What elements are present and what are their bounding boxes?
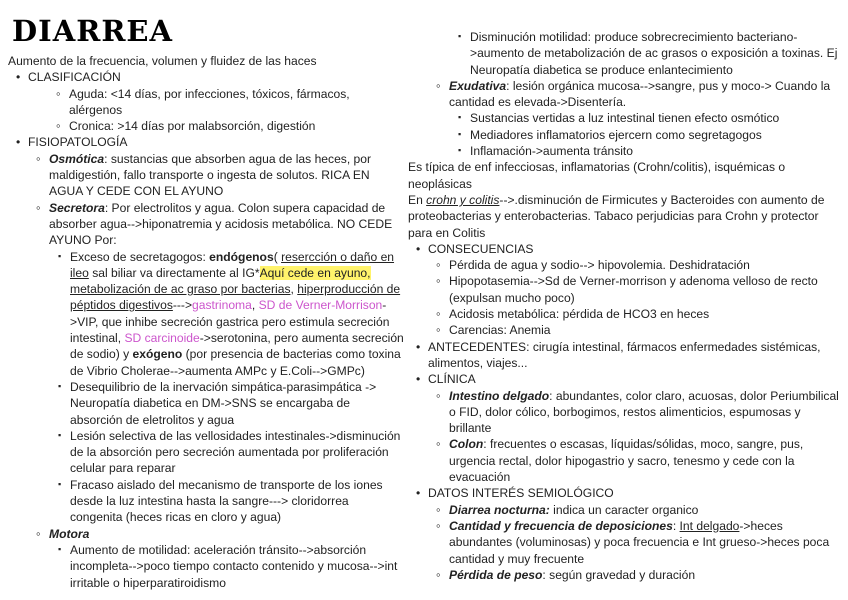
cantidad-text-1: : bbox=[672, 518, 680, 533]
list-item-cronica: ◦ Cronica: >14 días por malabsorción, digestión bbox=[28, 118, 404, 134]
secretora-term: Secretora bbox=[49, 200, 105, 215]
sd-carcinoide-text: SD carcinoide bbox=[124, 331, 200, 346]
list-item-disminucion-motilidad: ▪ Disminución motilidad: produce sobrecrecimiento bacteriano->aumento de metabolización de ac grasos o exposición a toxinas. Ej Neuropatía diabetica se produce enlantecimiento bbox=[408, 29, 844, 78]
reseccion-ileo-text: resercción o daño en ileo bbox=[70, 249, 395, 280]
datos-heading: DATOS INTERÉS SEMIOLÓGICO bbox=[428, 486, 614, 501]
endogenos-term: endógenos bbox=[209, 249, 274, 264]
intestino-delgado-text: : abundantes, color claro, acuosas, dolor Periumbilical o FID, dolor cólico, borbogimos, restos alimenticios, espumosas y brillante bbox=[449, 388, 839, 436]
clasificacion-heading: CLASIFICACIÓN bbox=[28, 70, 121, 85]
exceso-text-10: (por presencia de bacterias como toxina de Vibrio Cholerae-->aumenta AMPc y E.Coli-->GMPc) bbox=[70, 347, 401, 378]
list-item-fracaso: ▪ Fracaso aislado del mecanismo de transporte de los iones desde la luz intestina hasta la sangre---> cloridorrea congenita (heces ricas en cloro y agua) bbox=[8, 477, 404, 526]
list-item-intestino-delgado bbox=[408, 388, 844, 437]
secretora-text: : Por electrolitos y agua. Colon supera capacidad de absorber agua-->hiponatremia y acidosis metabólica. NO CEDE AYUNO Por: bbox=[49, 200, 393, 248]
list-item-clasificacion bbox=[8, 69, 404, 134]
list-item-antecedentes: • ANTECEDENTES: cirugía intestinal, fármacos enfermedades sistémicas, alimentos, viajes... bbox=[408, 339, 844, 372]
list-item-colon bbox=[408, 436, 844, 485]
crohn-paragraph bbox=[408, 192, 844, 241]
tipica-text: Es típica de enf infecciosas, inflamatorias (Crohn/colitis), isquémicas o neoplásicas bbox=[408, 160, 786, 191]
list-item-exudativa-2: ▪ Mediadores inflamatorios ejercern como segretagogos bbox=[408, 127, 844, 143]
list-item-aumento-motilidad: ▪ Aumento de motilidad: aceleración tránsito-->absorción incompleta-->poco tiempo contacto contenido y mucosa-->int irritable o hiperparatiroidismo bbox=[8, 542, 404, 591]
nocturna-term: Diarrea nocturna: bbox=[449, 502, 550, 517]
list-item-consecuencia-3: ◦ Acidosis metabólica: pérdida de HCO3 en heces bbox=[408, 306, 844, 322]
list-item-consecuencia-1: ◦ Pérdida de agua y sodio--> hipovolemia. Deshidratación bbox=[408, 257, 844, 273]
list-item-datos-interes bbox=[408, 485, 844, 583]
list-item-consecuencia-2: ◦ Hipopotasemia-->Sd de Verner-morrison y adenoma velloso de recto (expulsan mucho poco) bbox=[408, 273, 844, 306]
list-item-clinica bbox=[408, 371, 844, 485]
exogeno-term: exógeno bbox=[132, 347, 183, 362]
exceso-text-9: ->serotonina, pero aumenta secreción de sodio) y bbox=[70, 331, 404, 362]
exceso-text-7: , bbox=[251, 298, 259, 313]
right-column bbox=[408, 29, 844, 583]
fisiopatologia-heading: FISIOPATOLOGÍA bbox=[28, 135, 128, 150]
exceso-text-2: ( bbox=[273, 249, 282, 264]
osmotica-term: Osmótica bbox=[49, 151, 105, 166]
list-item-exudativa-3: ▪ Inflamación->aumenta tránsito bbox=[408, 143, 844, 159]
cantidad-text-2: ->heces abundantes (voluminosas) y poca frecuencia e Int grueso->heces poca cantidad y muy frecuente bbox=[449, 518, 830, 566]
motora-continued-list bbox=[408, 29, 844, 78]
intro-text: Aumento de la frecuencia, volumen y fluidez de las haces bbox=[8, 54, 317, 68]
page-title: DIARREA bbox=[12, 14, 174, 48]
exudativa-list bbox=[408, 78, 844, 159]
intestino-delgado-term: Intestino delgado bbox=[449, 388, 550, 403]
motora-term: Motora bbox=[49, 526, 90, 541]
list-item-aguda: ◦ Aguda: <14 días, por infecciones, tóxicos, fármacos, alérgenos bbox=[28, 86, 404, 119]
list-item-secretora bbox=[8, 200, 404, 526]
crohn-text: -->.disminución de Firmicutes y Bacteroides con aumento de proteobacterias y enterobacterias. Tabaco perjudicias para Crohn y protector para en Colitis bbox=[408, 192, 825, 240]
hiperproduccion-text: hiperproducción de péptidos digestivos bbox=[70, 282, 401, 313]
highlight-cede-ayuno: Aquí cede en ayuno, bbox=[259, 265, 371, 280]
nocturna-text: indica un caracter organico bbox=[549, 502, 699, 517]
osmotica-text: : sustancias que absorben agua de las heces, por maldigestión, fallo transporte o ingesta de solutos. RICA EN AGUA Y CEDE CON EL AYUNO bbox=[49, 151, 372, 199]
exceso-text-5: , bbox=[290, 282, 298, 297]
left-column bbox=[8, 0, 404, 591]
colon-term: Colon bbox=[449, 437, 484, 452]
list-item-consecuencia-4: ◦ Carencias: Anemia bbox=[408, 322, 844, 338]
exudativa-text: : lesión orgánica mucosa-->sangre, pus y moco-> Cuando la cantidad es elevada->Disentería. bbox=[449, 78, 831, 110]
list-item-osmotica bbox=[8, 151, 404, 200]
clinica-heading: CLÍNICA bbox=[428, 372, 476, 387]
list-item-consecuencias bbox=[408, 241, 844, 339]
consecuencias-heading: CONSECUENCIAS bbox=[428, 241, 534, 256]
crohn-term: crohn y colitis bbox=[426, 192, 500, 207]
exudativa-term: Exudativa bbox=[449, 78, 507, 93]
list-item-desequilibrio: ▪ Desequilibrio de la inervación simpática-parasimpática -> Neuropatía diabetica en DM->SNS se encargaba de absorción de eletrolitos y agua bbox=[8, 379, 404, 428]
list-item-exudativa-1: ▪ Sustancias vertidas a luz intestinal tienen efecto osmótico bbox=[408, 110, 844, 126]
list-item-motora bbox=[8, 526, 404, 591]
colon-text: : frecuentes o escasas, líquidas/sólidas, moco, sangre, pus, urgencia rectal, dolor hipogastrio y sacro, tenesmo y cede con la evacuación bbox=[449, 437, 804, 485]
gastrinoma-text: gastrinoma bbox=[192, 298, 252, 313]
list-item-lesion: ▪ Lesión selectiva de las vellosidades intestinales->disminución de la absorción pero secreción aumentada por proliferación celular para reparar bbox=[8, 428, 404, 477]
metabolizacion-text: metabolización de ac graso por bacterias bbox=[70, 282, 291, 297]
exceso-text-1: Exceso de secretagogos: bbox=[70, 249, 210, 264]
list-item-perdida-peso bbox=[408, 567, 844, 583]
peso-text: : según gravedad y duración bbox=[542, 567, 696, 582]
list-item-cantidad-frecuencia bbox=[408, 518, 844, 567]
cantidad-term: Cantidad y frecuencia de deposiciones bbox=[449, 518, 673, 533]
main-list-left bbox=[8, 69, 404, 591]
list-item-exceso-secretagogos bbox=[8, 249, 404, 379]
peso-term: Pérdida de peso bbox=[449, 567, 543, 582]
list-item-diarrea-nocturna bbox=[408, 502, 844, 518]
exceso-text-8: ->VIP, que inhibe secreción gastrica pero estimula secreción intestinal, bbox=[70, 298, 390, 346]
crohn-pre: En bbox=[408, 192, 427, 207]
exceso-text-6: ---> bbox=[172, 298, 193, 313]
main-list-right bbox=[408, 241, 844, 583]
list-item-fisiopatologia bbox=[8, 134, 404, 590]
list-item-exudativa bbox=[408, 78, 844, 159]
exceso-text-3: sal biliar va directamente al IG* bbox=[88, 265, 260, 280]
int-delgado-underlined: Int delgado bbox=[679, 518, 740, 533]
verner-morrison-text: SD de Verner-Morrison bbox=[258, 298, 383, 313]
